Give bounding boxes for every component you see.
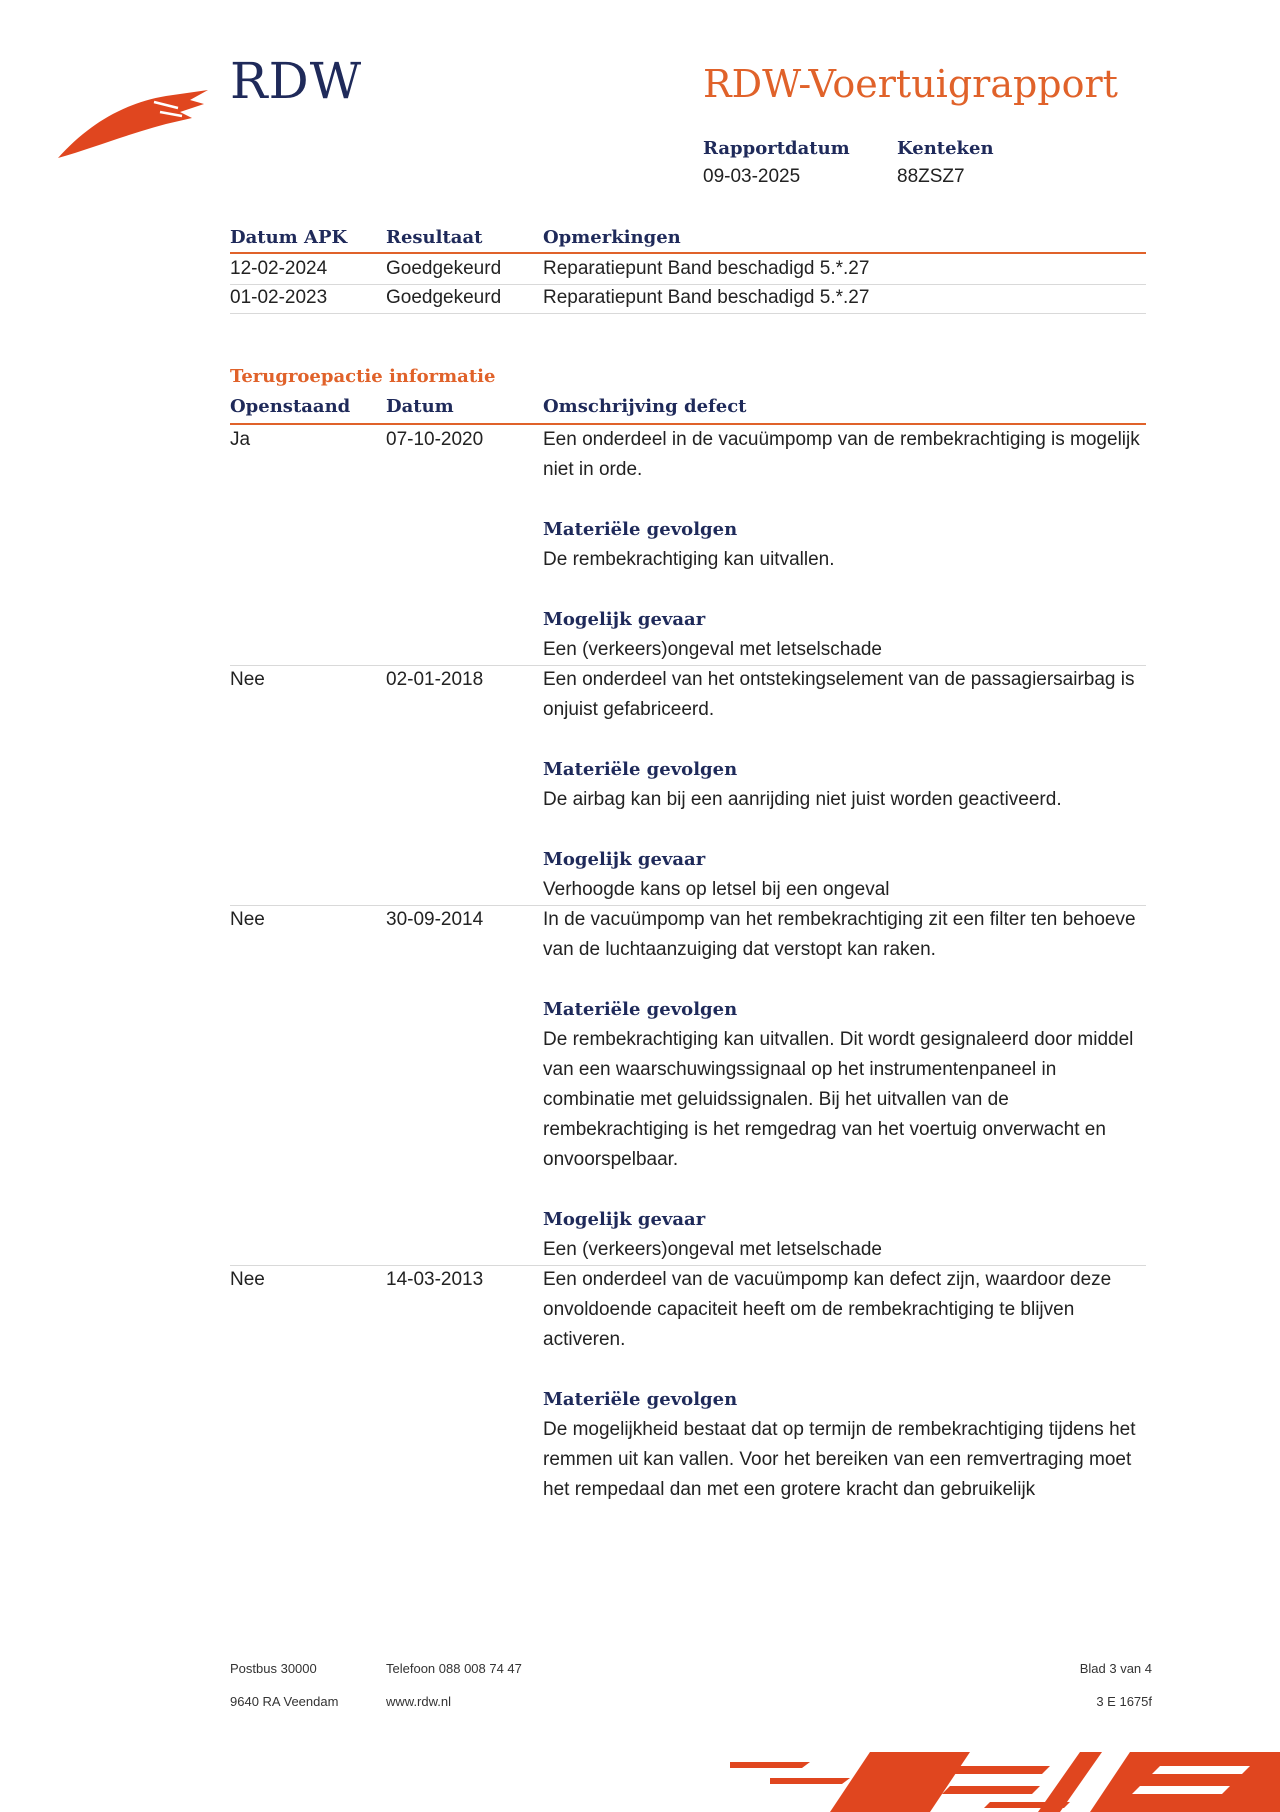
recall-open: Nee xyxy=(230,1269,265,1290)
consequences-text: De mogelijkheid bestaat dat op termijn de rembekrachtiging tijdens het remmen uit kan vallen. Voor het bereiken van een remvertraging moet het rempedaal dan met een grotere kracht dan gebruikelijk xyxy=(543,1419,1136,1500)
consequences-label: Materiële gevolgen xyxy=(543,1389,738,1410)
report-date-value: 09-03-2025 xyxy=(703,166,801,187)
danger-text: Een (verkeers)ongeval met letselschade xyxy=(543,1239,883,1260)
danger-text: Verhoogde kans op letsel bij een ongeval xyxy=(543,879,890,900)
recall-date: 07-10-2020 xyxy=(386,429,484,450)
recall-description: Een onderdeel van het ontstekingselement van de passagiersairbag is onjuist gefabriceerd. xyxy=(543,669,1135,720)
footer-page-number: Blad 3 van 4 xyxy=(1079,1661,1152,1676)
recall-description: Een onderdeel in de vacuümpomp van de rembekrachtiging is mogelijk niet in orde. xyxy=(543,429,1140,480)
apk-remarks: Reparatiepunt Band beschadigd 5.*.27 xyxy=(543,258,870,279)
footer-code: 3 E 1675f xyxy=(1096,1694,1152,1709)
recall-description: Een onderdeel van de vacuümpomp kan defect zijn, waardoor deze onvoldoende capaciteit heeft om de rembekrachtiging te blijven activeren. xyxy=(543,1269,1112,1350)
recall-description: In de vacuümpomp van het rembekrachtiging zit een filter ten behoeve van de luchtaanzuiging dat verstopt kan raken. xyxy=(543,909,1136,960)
apk-remarks: Reparatiepunt Band beschadigd 5.*.27 xyxy=(543,287,870,308)
consequences-label: Materiële gevolgen xyxy=(543,999,738,1020)
apk-date: 01-02-2023 xyxy=(230,287,328,308)
recall-col-description: Omschrijving defect xyxy=(543,396,747,417)
footer-postbus: Postbus 30000 xyxy=(230,1661,317,1676)
recall-description-cell xyxy=(543,1265,1143,1505)
recall-date: 30-09-2014 xyxy=(386,909,484,930)
consequences-label: Materiële gevolgen xyxy=(543,519,738,540)
page-title: RDW-Voertuigrapport xyxy=(703,62,1118,106)
row-divider xyxy=(230,313,1146,314)
footer-phone: Telefoon 088 008 74 47 xyxy=(386,1661,522,1676)
apk-result: Goedgekeurd xyxy=(386,287,502,308)
consequences-text: De airbag kan bij een aanrijding niet juist worden geactiveerd. xyxy=(543,789,1062,810)
apk-col-date: Datum APK xyxy=(230,227,348,248)
apk-result: Goedgekeurd xyxy=(386,258,502,279)
consequences-text: De rembekrachtiging kan uitvallen. Dit wordt gesignaleerd door middel van een waarschuwingssignaal op het instrumentenpaneel in combinatie met geluidssignalen. Bij het uitvallen van de rembekrachtiging is het remgedrag van het voertuig onverwacht en onvoorspelbaar. xyxy=(543,1029,1134,1170)
logo-text: RDW xyxy=(230,52,363,110)
apk-col-remarks: Opmerkingen xyxy=(543,227,681,248)
rdw-logo-icon xyxy=(58,82,208,162)
apk-date: 12-02-2024 xyxy=(230,258,328,279)
recall-open: Nee xyxy=(230,669,265,690)
recall-col-date: Datum xyxy=(386,396,454,417)
apk-col-result: Resultaat xyxy=(386,227,483,248)
recall-date: 14-03-2013 xyxy=(386,1269,484,1290)
report-date-label: Rapportdatum xyxy=(703,138,850,159)
consequences-label: Materiële gevolgen xyxy=(543,759,738,780)
consequences-text: De rembekrachtiging kan uitvallen. xyxy=(543,549,835,570)
recall-description-cell xyxy=(543,905,1143,1265)
footer-web[interactable]: www.rdw.nl xyxy=(386,1694,452,1709)
footer-city: 9640 RA Veendam xyxy=(230,1694,339,1709)
recall-description-cell xyxy=(543,425,1143,665)
recall-section-title: Terugroepactie informatie xyxy=(230,366,496,387)
recall-open: Nee xyxy=(230,909,265,930)
recall-date: 02-01-2018 xyxy=(386,669,484,690)
danger-label: Mogelijk gevaar xyxy=(543,1209,706,1230)
danger-text: Een (verkeers)ongeval met letselschade xyxy=(543,639,883,660)
decorative-stripes-icon xyxy=(730,1752,1280,1812)
plate-value: 88ZSZ7 xyxy=(897,166,965,187)
recall-col-open: Openstaand xyxy=(230,396,351,417)
recall-description-cell xyxy=(543,665,1143,905)
plate-label: Kenteken xyxy=(897,138,994,159)
recall-open: Ja xyxy=(230,429,251,450)
danger-label: Mogelijk gevaar xyxy=(543,849,706,870)
danger-label: Mogelijk gevaar xyxy=(543,609,706,630)
